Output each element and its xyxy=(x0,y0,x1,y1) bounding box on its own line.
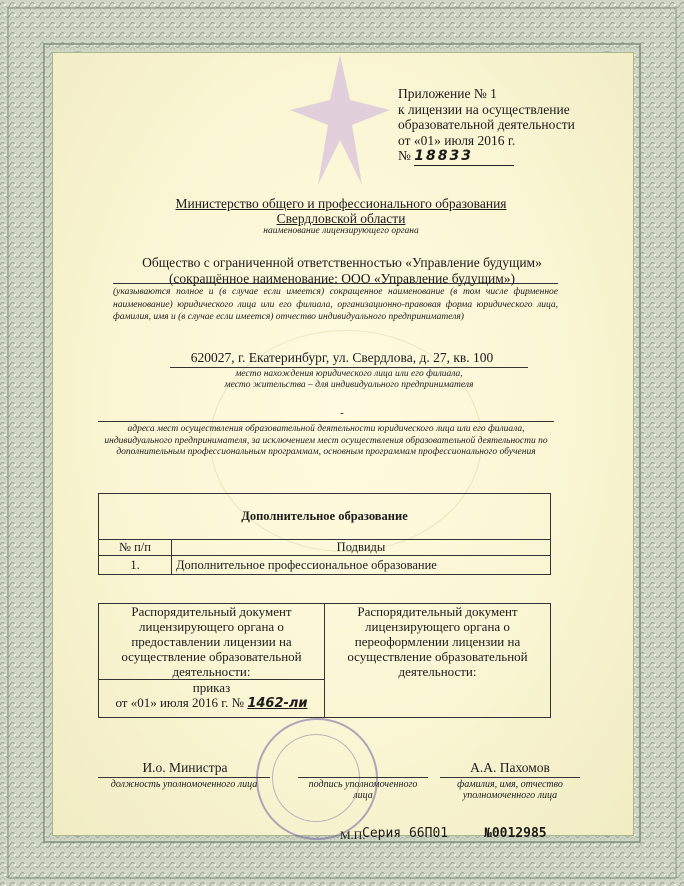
places-dash: - xyxy=(340,407,344,419)
ministry-line1: Министерство общего и профессионального образования xyxy=(175,196,507,211)
position-caption: должность уполномоченного лица xyxy=(110,779,258,790)
col-subtype-header: Подвиды xyxy=(172,540,551,556)
license-number: 18833 xyxy=(414,148,473,164)
grant-order-header: Распорядительный документ лицензирующего органа о предоставлении лицензии на осуществление образовательной деятельности: xyxy=(99,604,325,680)
order-label: приказ xyxy=(192,680,231,695)
appendix-number-row xyxy=(398,148,575,166)
order-number: 1462-ли xyxy=(247,696,308,711)
places-underline xyxy=(98,421,554,422)
places-caption: адреса мест осуществления образовательной деятельности юридического лица или его филиала, индивидуального предпринимателя, за исключением мест осуществления образовательной деятельности по дополнительным профессиональным программам, основным программам профессионального обучения xyxy=(104,424,548,457)
appendix-line4: от «01» июля 2016 г. xyxy=(398,132,516,148)
number-prefix: № xyxy=(398,148,411,163)
appendix-line2: к лицензии на осуществление xyxy=(398,101,570,117)
orders-table xyxy=(98,603,551,718)
address-caption xyxy=(170,369,528,391)
order-date: от «01» июля 2016 г. № xyxy=(115,695,245,710)
blank-series: Серия 66П01 xyxy=(362,826,449,841)
ministry-line2: Свердловской области xyxy=(276,211,406,226)
grant-order-details xyxy=(99,680,325,718)
education-table xyxy=(98,493,551,575)
star-emblem-icon xyxy=(290,55,390,185)
row-num: 1. xyxy=(99,556,172,575)
address-underline xyxy=(170,367,528,368)
table-row xyxy=(99,556,551,575)
signatory-name: А.А. Пахомов xyxy=(470,760,550,775)
signature-caption: подпись уполномоченного лица xyxy=(308,779,418,801)
address-caption2: место жительства – для индивидуального предпринимателя xyxy=(224,380,474,390)
appendix-line1: Приложение № 1 xyxy=(398,86,497,101)
signatory-position: И.о. Министра xyxy=(142,760,228,775)
company-short-name: (сокращённое наименование: ООО «Управление будущим») xyxy=(168,270,516,286)
company-full-name: Общество с ограниченной ответственностью «Управление будущим» xyxy=(142,255,542,270)
ministry-caption: наименование лицензирующего органа xyxy=(263,226,419,236)
company-note: (указываются полное и (в случае если имеется) сокращенное наименование (в том числе фирменное наименование) юридического лица или его филиала, организационно-правовая форма юридического лица, фамилия, имя и (в случае если имеется) отчество индивидуального предпринимателя) xyxy=(113,283,558,324)
order-date-row xyxy=(103,695,320,711)
address-caption1: место нахождения юридического лица или его филиала, xyxy=(235,369,463,379)
table-header-row xyxy=(99,540,551,556)
row-subtype: Дополнительное профессиональное образование xyxy=(172,556,551,575)
appendix-header xyxy=(398,86,575,166)
education-table-title: Дополнительное образование xyxy=(99,494,551,540)
name-caption: фамилия, имя, отчество уполномоченного лица xyxy=(457,779,563,801)
address-value: 620027, г. Екатеринбург, ул. Свердлова, д. 27, кв. 100 xyxy=(190,350,494,365)
licensee-name xyxy=(100,255,584,286)
blank-number: №0012985 xyxy=(484,826,547,841)
seal-place-mark: М.П. xyxy=(340,828,366,842)
reissue-order-header: Распорядительный документ лицензирующего органа о переоформлении лицензии на осуществление образовательной деятельности: xyxy=(325,604,551,718)
licensing-authority xyxy=(150,196,532,237)
col-num-header: № п/п xyxy=(99,540,172,556)
appendix-line3: образовательной деятельности xyxy=(398,117,575,132)
